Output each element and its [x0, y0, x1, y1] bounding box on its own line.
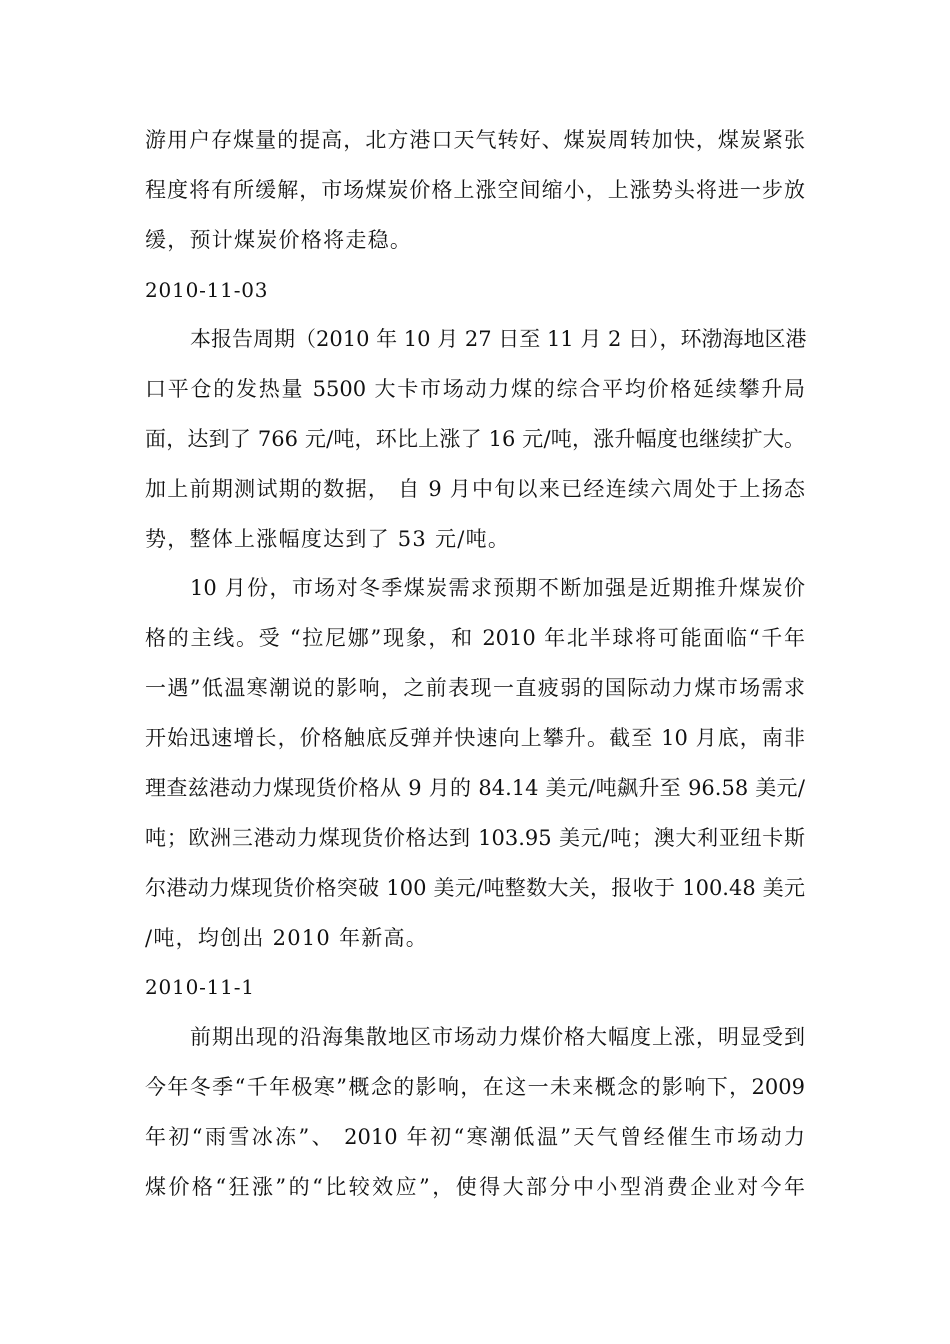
paragraph-4-line-4: 煤价格“狂涨”的“比较效应”，使得大部分中小型消费企业对今年	[145, 1175, 805, 1199]
paragraph-4-line-2: 今年冬季“千年极寒”概念的影响，在这一未来概念的影响下，2009	[145, 1075, 805, 1099]
paragraph-2-line-1: 本报告周期（2010 年 10 月 27 日至 11 月 2 日），环渤海地区港	[190, 327, 807, 351]
paragraph-1-line-2: 程度将有所缓解，市场煤炭价格上涨空间缩小，上涨势头将进一步放	[145, 178, 805, 202]
paragraph-3-line-6: 吨；欧洲三港动力煤现货价格达到 103.95 美元/吨；澳大利亚纽卡斯	[145, 826, 805, 850]
paragraph-2-line-2: 口平仓的发热量 5500 大卡市场动力煤的综合平均价格延续攀升局	[145, 377, 805, 401]
date-heading-2: 2010-11-1	[145, 975, 255, 999]
date-heading-1: 2010-11-03	[145, 278, 269, 302]
paragraph-3-line-4: 开始迅速增长，价格触底反弹并快速向上攀升。截至 10 月底，南非	[145, 726, 805, 750]
paragraph-3-line-8: /吨，均创出 2010 年新高。	[145, 926, 429, 950]
paragraph-3-line-5: 理查兹港动力煤现货价格从 9 月的 84.14 美元/吨飙升至 96.58 美元/	[145, 776, 805, 800]
paragraph-3-line-7: 尔港动力煤现货价格突破 100 美元/吨整数大关，报收于 100.48 美元	[145, 876, 805, 900]
paragraph-4-line-3: 年初“雨雪冰冻”、 2010 年初“寒潮低温”天气曾经催生市场动力	[145, 1125, 805, 1149]
paragraph-1-line-1: 游用户存煤量的提高，北方港口天气转好、煤炭周转加快，煤炭紧张	[145, 128, 805, 152]
paragraph-1-line-3: 缓，预计煤炭价格将走稳。	[145, 228, 413, 252]
paragraph-2-line-4: 加上前期测试期的数据， 自 9 月中旬以来已经连续六周处于上扬态	[145, 477, 805, 501]
paragraph-3-line-1: 10 月份，市场对冬季煤炭需求预期不断加强是近期推升煤炭价	[190, 576, 805, 600]
paragraph-4-line-1: 前期出现的沿海集散地区市场动力煤价格大幅度上涨，明显受到	[190, 1025, 805, 1049]
paragraph-2-line-3: 面，达到了 766 元/吨，环比上涨了 16 元/吨，涨升幅度也继续扩大。	[145, 427, 805, 451]
paragraph-3-line-2: 格的主线。受 “拉尼娜”现象，和 2010 年北半球将可能面临“千年	[145, 626, 805, 650]
paragraph-2-line-5: 势，整体上涨幅度达到了 53 元/吨。	[145, 527, 511, 551]
paragraph-3-line-3: 一遇”低温寒潮说的影响，之前表现一直疲弱的国际动力煤市场需求	[145, 676, 805, 700]
